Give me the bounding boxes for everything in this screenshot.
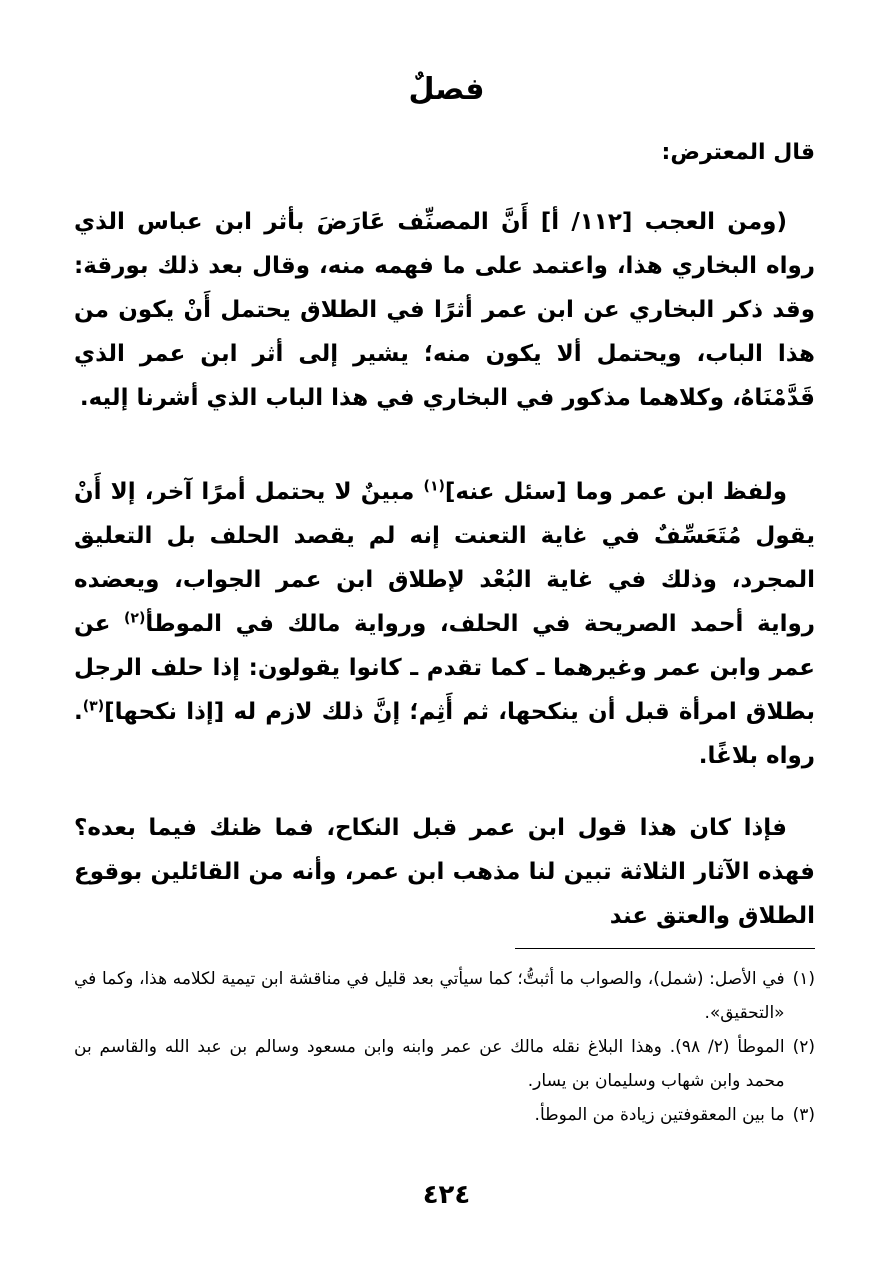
paragraph-2-text: عن عمر وابن عمر وغيرهما ـ كما تقدم ـ كانوا يقولون: إذا حلف الرجل بطلاق امرأة قبل أن ينكحها، ثم أَثِم؛ إنَّ ذلك لازم له [إذا نكحها] (74, 611, 815, 725)
paragraph-2-text: مبينٌ لا يحتمل أمرًا آخر، إلا أَنْ يقول مُتَعَسِّفٌ في غاية التعنت إنه لم يقصد الحلف بل التعليق المجرد، وذلك في غاية البُعْد لإطلاق ابن عمر الجواب، ويعضده رواية أحمد الصريحة في الحلف، ورواية مالك في الموطأ (74, 479, 815, 637)
paragraph-3-text: فإذا كان هذا قول ابن عمر قبل النكاح، فما ظنك فيما بعده؟ فهذه الآثار الثلاثة تبين لنا مذهب ابن عمر، وأنه من القائلين بوقوع الطلاق والعتق عند (74, 815, 815, 929)
speaker-label: قال المعترض: (661, 140, 815, 165)
page-number: ٤٢٤ (422, 1180, 471, 1210)
footnote-number: (١) (792, 969, 815, 989)
footnote-2 (74, 1030, 815, 1098)
paragraph-3 (74, 806, 815, 938)
footnote-1 (74, 962, 815, 1030)
paragraph-2-text: ولفظ ابن عمر وما [سئل عنه] (444, 479, 787, 505)
paragraph-2 (74, 470, 815, 778)
footnote-text: في الأصل: (شمل)، والصواب ما أثبتُّ؛ كما سيأتي بعد قليل في مناقشة ابن تيمية لكلامه هذا، وكما في «التحقيق». (74, 969, 785, 1023)
footnote-ref-3[interactable]: (٣) (82, 698, 105, 715)
footnote-number: (٢) (792, 1037, 815, 1057)
footnote-3 (74, 1098, 815, 1132)
paragraph-2-text: . رواه بلاغًا. (74, 699, 815, 769)
footnotes-list (74, 962, 815, 1132)
footnote-text: ما بين المعقوفتين زيادة من الموطأ. (534, 1105, 785, 1125)
footnote-divider (515, 948, 815, 949)
section-title: فصلٌ (408, 72, 485, 107)
paragraph-1 (74, 200, 815, 420)
footnote-text: الموطأ (٢/ ٩٨). وهذا البلاغ نقله مالك عن عمر وابنه وابن مسعود وسالم بن عبد الله والقاسم بن محمد وابن شهاب وسليمان بن يسار. (74, 1037, 785, 1091)
footnote-ref-1[interactable]: (١) (423, 478, 445, 495)
footnote-number: (٣) (792, 1105, 815, 1125)
paragraph-1-text: (ومن العجب [١١٢/ أ] أَنَّ المصنِّف عَارَضَ بأثر ابن عباس الذي رواه البخاري هذا، واعتمد على ما فهمه منه، وقال بعد ذلك بورقة: وقد ذكر البخاري عن ابن عمر أثرًا في الطلاق يحتمل أَنْ يكون من هذا الباب، ويحتمل ألا يكون منه؛ يشير إلى أثر ابن عمر الذي قَدَّمْنَاهُ، وكلاهما مذكور في البخاري في هذا الباب الذي أشرنا إليه. (74, 209, 815, 411)
footnote-ref-2[interactable]: (٢) (124, 610, 146, 627)
